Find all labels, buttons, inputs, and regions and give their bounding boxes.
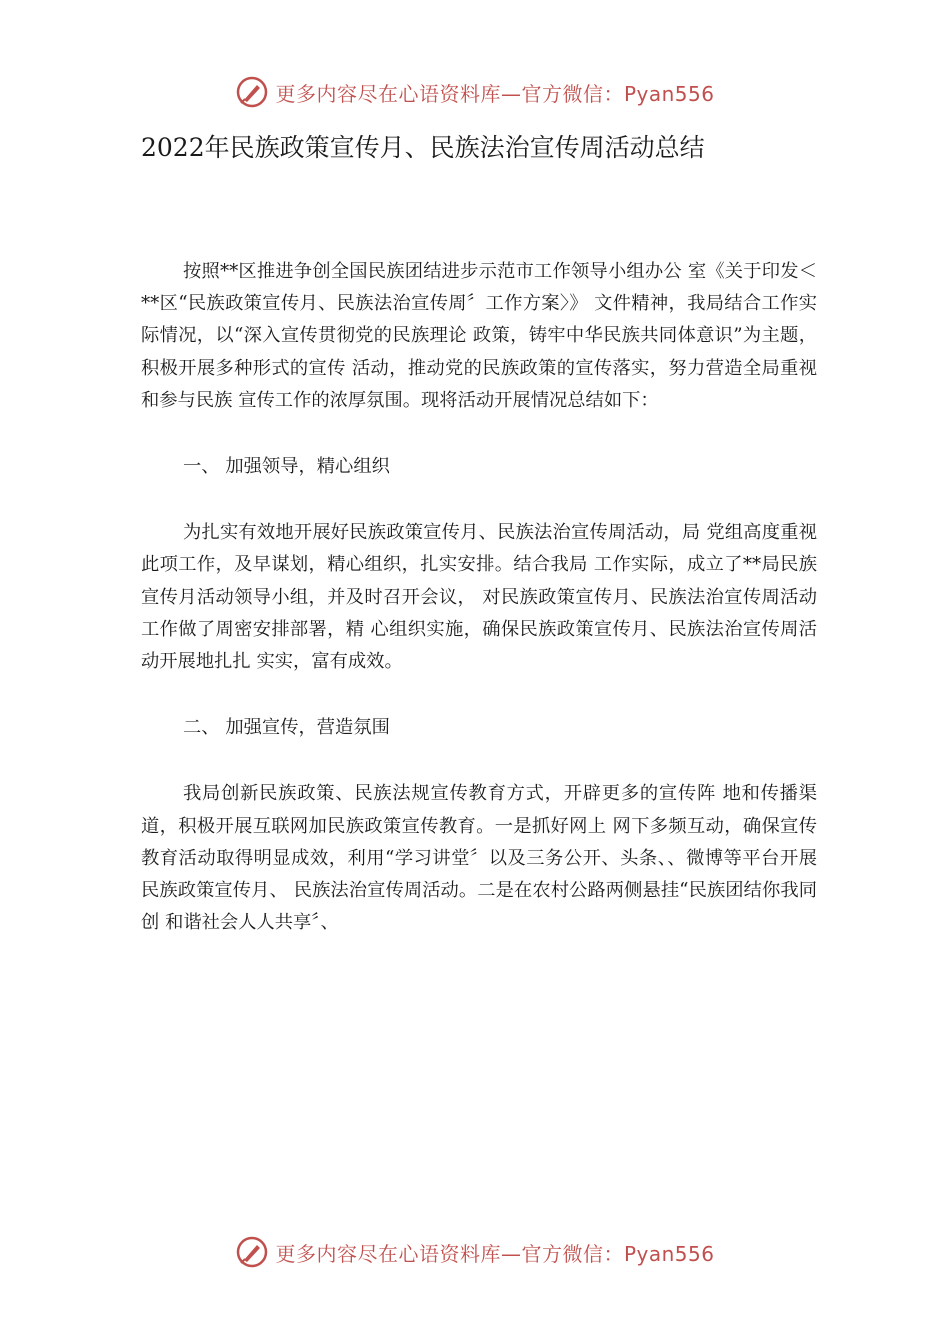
pen-logo-icon: [235, 75, 269, 109]
watermark-banner-bottom: [0, 1232, 950, 1272]
watermark-banner-top: [0, 72, 950, 112]
section-1-heading: 一、 加强领导，精心组织: [183, 456, 390, 478]
section-1-paragraph: 为扎实有效地开展好民族政策宣传月、民族法治宣传周活动，局 党组高度重视此项工作，及早谋划，精心组织，扎实安排。结合我局 工作实际，成立了**局民族宣传月活动领导小组，并及时召开会议， 对民族政策宣传月、民族法治宣传周活动工作做了周密安排部署，精 心组织实施，确保民族政策宣传月、民族法治宣传周活动开展地扎扎 实实，富有成效。: [141, 522, 817, 673]
section-2-paragraph: 我局创新民族政策、民族法规宣传教育方式，开辟更多的宣传阵 地和传播渠道，积极开展互联网加民族政策宣传教育。一是抓好网上 网下多频互动，确保宣传教育活动取得明显成效，利用“学习讲堂〞以及三务公开、头条、、微博等平台开展民族政策宣传月、 民族法治宣传周活动。二是在农村公路两侧悬挂“民族团结你我同创 和谐社会人人共享〞、: [141, 783, 817, 934]
intro-paragraph: 按照**区推进争创全国民族团结进步示范市工作领导小组办公 室《关于印发＜**区“民族政策宣传月、民族法治宣传周〞工作方案〉》 文件精神，我局结合工作实际情况，以“深入宣传贯彻党的民族理论 政策，铸牢中华民族共同体意识”为主题，积极开展多种形式的宣传 活动，推动党的民族政策的宣传落实，努力营造全局重视和参与民族 宣传工作的浓厚氛围。现将活动开展情况总结如下：: [141, 261, 817, 411]
document-body: [141, 256, 817, 939]
section-2-heading: 二、 加强宣传，营造氛围: [183, 717, 390, 739]
pen-logo-icon: [235, 1235, 269, 1269]
watermark-text: 更多内容尽在心语资料库—官方微信：Pyan556: [275, 81, 715, 106]
document-title: 2022年民族政策宣传月、民族法治宣传周活动总结: [141, 133, 705, 162]
watermark-text: 更多内容尽在心语资料库—官方微信：Pyan556: [275, 1241, 715, 1266]
